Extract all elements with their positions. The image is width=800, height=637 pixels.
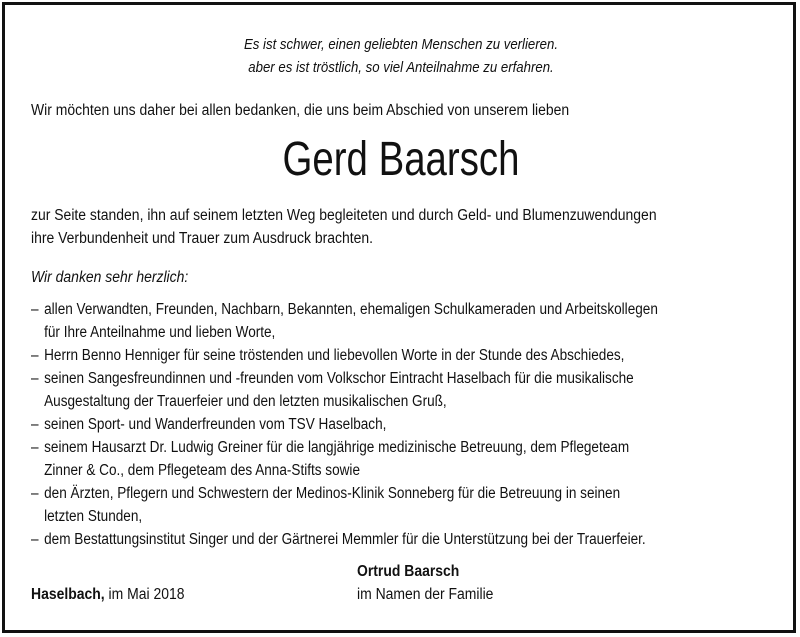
list-item <box>31 413 784 436</box>
list-item <box>31 436 784 482</box>
list-item-line: letzten Stunden, <box>44 508 143 525</box>
list-item <box>31 482 784 528</box>
list-item-line: Herrn Benno Henniger für seine tröstenden und liebevollen Worte in der Stunde des Abschiedes, <box>44 347 625 364</box>
gratitude-paragraph-line-1: zur Seite standen, ihn auf seinem letzten Weg begleiteten und durch Geld- und Blumenzuwendungen <box>31 207 657 224</box>
list-item <box>31 344 784 367</box>
signer-role: im Namen der Familie <box>357 586 494 603</box>
gratitude-paragraph-line-2: ihre Verbundenheit und Trauer zum Ausdruck brachten. <box>31 230 373 247</box>
footer <box>31 558 771 608</box>
dash-bullet: – <box>31 347 39 364</box>
obituary-frame <box>2 2 796 633</box>
dash-bullet: – <box>31 416 39 433</box>
dash-bullet: – <box>31 439 39 456</box>
intro-text: Wir möchten uns daher bei allen bedanken, die uns beim Abschied von unserem lieben <box>31 102 570 119</box>
thanks-heading: Wir danken sehr herzlich: <box>31 269 189 286</box>
thanks-list <box>31 298 784 551</box>
deceased-name: Gerd Baarsch <box>282 133 520 186</box>
list-item-line: für Ihre Anteilnahme und lieben Worte, <box>44 324 276 341</box>
list-item-line: den Ärzten, Pflegern und Schwestern der Medinos-Klinik Sonneberg für die Betreuung in seinen <box>44 485 621 502</box>
list-item <box>31 528 784 551</box>
list-item <box>31 298 784 344</box>
list-item-line: seinen Sangesfreundinnen und -freunden vom Volkschor Eintracht Haselbach für die musikalische <box>44 370 634 387</box>
motto-line-1: Es ist schwer, einen geliebten Menschen zu verlieren. <box>243 36 559 53</box>
place-date <box>31 583 185 606</box>
list-item-line: allen Verwandten, Freunden, Nachbarn, Bekannten, ehemaligen Schulkameraden und Arbeitskollegen <box>44 301 658 318</box>
dash-bullet: – <box>31 531 39 548</box>
dash-bullet: – <box>31 485 39 502</box>
motto-line-2: aber es ist tröstlich, so viel Anteilnahme zu erfahren. <box>248 59 554 76</box>
obituary-body <box>31 33 771 551</box>
signer-name: Ortrud Baarsch <box>357 563 460 580</box>
gratitude-paragraph <box>31 204 697 250</box>
list-item-line: seinen Sport- und Wanderfreunden vom TSV Haselbach, <box>44 416 387 433</box>
motto <box>75 33 726 79</box>
place: Haselbach, <box>31 586 105 603</box>
list-item <box>31 367 784 413</box>
list-item-line: seinem Hausarzt Dr. Ludwig Greiner für die langjährige medizinische Betreuung, dem Pflegeteam <box>44 439 630 456</box>
list-item-line: Ausgestaltung der Trauerfeier und den letzten musikalischen Gruß, <box>44 393 447 410</box>
signature-block <box>357 560 493 606</box>
list-item-line: Zinner & Co., dem Pflegeteam des Anna-Stifts sowie <box>44 462 360 479</box>
list-item-line: dem Bestattungsinstitut Singer und der Gärtnerei Memmler für die Unterstützung bei der Trauerfeier. <box>44 531 646 548</box>
date: im Mai 2018 <box>108 586 185 603</box>
dash-bullet: – <box>31 301 39 318</box>
dash-bullet: – <box>31 370 39 387</box>
